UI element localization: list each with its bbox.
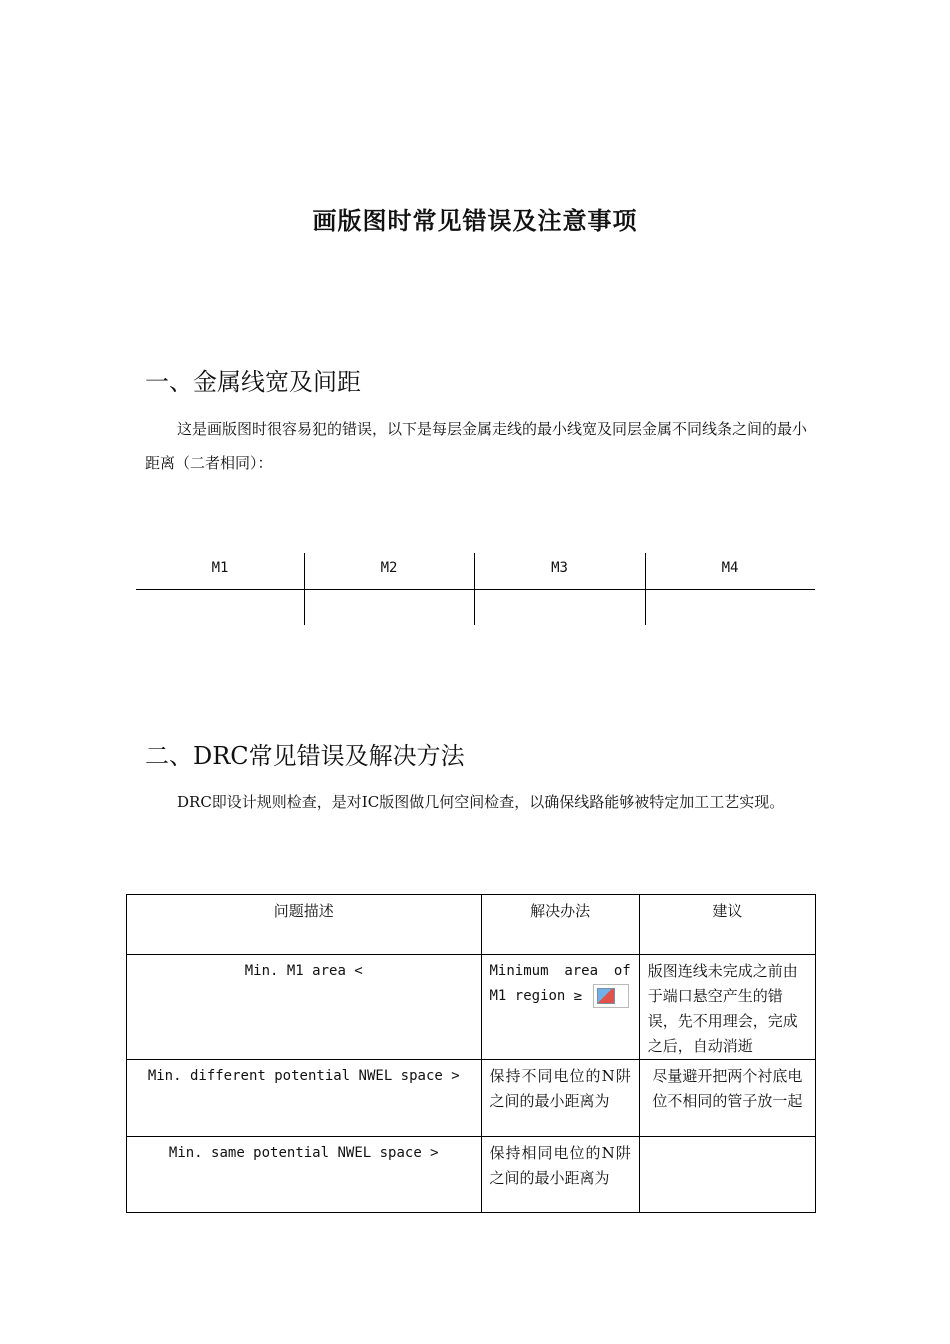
- table-row: [127, 1060, 816, 1137]
- header-m2: M2: [380, 560, 398, 576]
- table-row: [127, 1137, 816, 1213]
- section2-paragraph: DRC即设计规则检查，是对IC版图做几何空间检查，以确保线路能够被特定加工工艺实现。: [177, 793, 785, 811]
- broken-image-icon: [593, 984, 629, 1008]
- table-header-row: [127, 895, 816, 955]
- section1-paragraph: 这是画版图时很容易犯的错误，以下是每层金属走线的最小线宽及同层金属不同线条之间的最小距离（二者相同）：: [145, 420, 808, 472]
- advice-cell: 尽量避开把两个衬底电位不相同的管子放一起: [639, 1060, 815, 1137]
- page-title: 画版图时常见错误及注意事项: [312, 206, 638, 235]
- solution-cell: 保持不同电位的N阱之间的最小距离为: [481, 1060, 639, 1137]
- problem-cell: Min. M1 area <: [127, 955, 482, 1060]
- section2-heading: 二、DRC常见错误及解决方法: [145, 742, 465, 770]
- advice-cell: [639, 1137, 815, 1213]
- header-m4: M4: [721, 560, 739, 576]
- header-solution: 解决办法: [481, 895, 639, 955]
- problem-cell: Min. different potential NWEL space >: [127, 1060, 482, 1137]
- header-m1: M1: [211, 560, 229, 576]
- table-divider: [136, 589, 815, 590]
- solution-cell: 保持相同电位的N阱之间的最小距离为: [481, 1137, 639, 1213]
- section1-heading: 一、金属线宽及间距: [145, 368, 361, 396]
- solution-text: Minimum area of M1 region ≥: [489, 963, 631, 1004]
- header-advice: 建议: [639, 895, 815, 955]
- drc-error-table: [126, 894, 816, 1213]
- solution-cell: [481, 955, 639, 1060]
- problem-cell: Min. same potential NWEL space >: [127, 1137, 482, 1213]
- metal-width-table: [136, 553, 815, 625]
- header-m3: M3: [551, 560, 568, 576]
- advice-cell: 版图连线未完成之前由于端口悬空产生的错误，先不用理会，完成之后，自动消逝: [639, 955, 815, 1060]
- table-row: [127, 955, 816, 1060]
- header-problem: 问题描述: [127, 895, 482, 955]
